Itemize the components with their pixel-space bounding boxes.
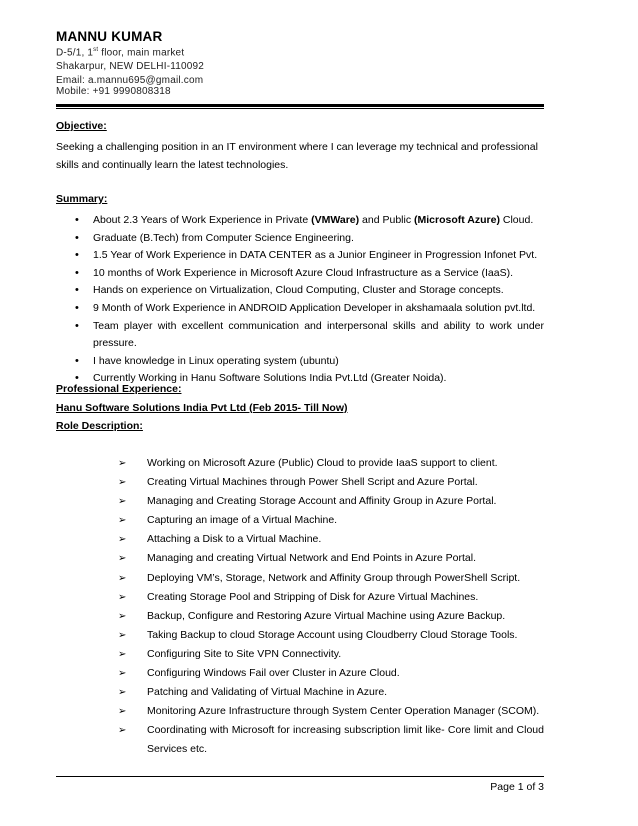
summary-item-text: Cloud. [499, 214, 534, 226]
arrow-bullet-icon: ➢ [118, 725, 127, 737]
header-divider-thick [56, 104, 544, 107]
role-item [118, 511, 544, 530]
summary-item-text: Team player with excellent communication and interpersonal skills and ability to work under pressure. [93, 319, 544, 350]
summary-item-text: About 2.3 Years of Work Experience in Private [93, 214, 312, 226]
summary-item-bold: (Microsoft Azure) [414, 214, 500, 226]
role-item-text: Managing and Creating Storage Account and Affinity Group in Azure Portal. [147, 495, 497, 508]
summary-heading: Summary: [56, 193, 108, 205]
candidate-name: MANNU KUMAR [56, 29, 163, 44]
summary-item [56, 212, 544, 230]
bullet-icon: • [75, 354, 79, 367]
role-item-text: Coordinating with Microsoft for increasing subscription limit like- Core limit and Cloud Services etc. [147, 724, 544, 756]
summary-item [56, 282, 544, 300]
header-divider-thin [56, 108, 544, 109]
role-item [118, 569, 544, 588]
role-item-text: Patching and Validating of Virtual Machine in Azure. [147, 686, 388, 699]
mobile-line: Mobile: +91 9990808318 [56, 86, 171, 97]
role-item-text: Capturing an image of a Virtual Machine. [147, 514, 338, 527]
arrow-bullet-icon: ➢ [118, 496, 127, 508]
bullet-icon: • [75, 284, 79, 297]
role-item-text: Creating Storage Pool and Stripping of Disk for Azure Virtual Machines. [147, 590, 479, 603]
summary-item-text: Graduate (B.Tech) from Computer Science Engineering. [93, 231, 354, 244]
arrow-bullet-icon: ➢ [118, 534, 127, 546]
address-line [56, 47, 184, 58]
summary-item [56, 300, 544, 318]
arrow-bullet-icon: ➢ [118, 458, 127, 469]
city-line: Shakarpur, NEW DELHI-110092 [56, 61, 205, 72]
summary-item [56, 230, 544, 248]
role-item-text: Deploying VM’s, Storage, Network and Affinity Group through PowerShell Script. [147, 571, 521, 584]
footer-divider [56, 776, 544, 777]
role-item [118, 702, 544, 721]
objective-heading: Objective: [56, 120, 107, 132]
summary-item [56, 265, 544, 283]
role-item [118, 664, 544, 683]
bullet-icon: • [75, 214, 79, 226]
page-number: Page 1 of 3 [490, 781, 544, 793]
company-heading: Hanu Software Solutions India Pvt Ltd (Feb 2015- Till Now) [56, 402, 348, 414]
arrow-bullet-icon: ➢ [118, 648, 127, 660]
arrow-bullet-icon: ➢ [118, 477, 127, 489]
bullet-icon: • [75, 301, 79, 314]
summary-item-text: Hands on experience on Virtualization, Cloud Computing, Cluster and Storage concepts. [93, 284, 504, 297]
arrow-bullet-icon: ➢ [118, 553, 127, 565]
summary-list [56, 212, 544, 388]
role-item [118, 683, 544, 702]
summary-item-text: 1.5 Year of Work Experience in DATA CENTER as a Junior Engineer in Progression Infonet Pvt. [93, 249, 538, 262]
arrow-bullet-icon: ➢ [118, 591, 127, 603]
bullet-icon: • [75, 266, 79, 279]
role-item [118, 473, 544, 492]
summary-item-text: I have knowledge in Linux operating system (ubuntu) [93, 354, 339, 367]
summary-item [56, 318, 544, 353]
arrow-bullet-icon: ➢ [118, 629, 127, 641]
role-item [118, 626, 544, 645]
arrow-bullet-icon: ➢ [118, 706, 127, 718]
bullet-icon: • [75, 372, 79, 385]
arrow-bullet-icon: ➢ [118, 610, 127, 622]
arrow-bullet-icon: ➢ [118, 687, 127, 699]
role-item-text: Configuring Windows Fail over Cluster in Azure Cloud. [147, 667, 400, 680]
summary-item [56, 353, 544, 371]
summary-item-bold: (VMWare) [311, 214, 360, 226]
summary-item-text: 9 Month of Work Experience in ANDROID Application Developer in akshamaala solution pvt.ltd. [93, 301, 536, 314]
arrow-bullet-icon: ➢ [118, 668, 127, 680]
address-superscript: st [93, 47, 99, 53]
role-item [118, 492, 544, 511]
role-item-text: Configuring Site to Site VPN Connectivity. [147, 647, 342, 660]
summary-item-text: 10 months of Work Experience in Microsoft Azure Cloud Infrastructure as a Service (IaaS). [93, 266, 513, 279]
address-prefix: D-5/1, 1 [56, 47, 94, 59]
summary-item [56, 247, 544, 265]
role-item-text: Attaching a Disk to a Virtual Machine. [147, 533, 322, 546]
email-line: Email: a.mannu695@gmail.com [56, 75, 204, 86]
arrow-bullet-icon: ➢ [118, 572, 127, 584]
role-list [118, 454, 544, 760]
role-item [118, 588, 544, 607]
objective-line-1: Seeking a challenging position in an IT environment where I can leverage my technical and professional [56, 141, 538, 153]
role-item [118, 549, 544, 568]
bullet-icon: • [75, 249, 79, 262]
role-item-text: Managing and creating Virtual Network and End Points in Azure Portal. [147, 552, 476, 565]
role-item [118, 645, 544, 664]
role-item-text: Creating Virtual Machines through Power Shell Script and Azure Portal. [147, 476, 478, 489]
role-item [118, 607, 544, 626]
role-item-text: Monitoring Azure Infrastructure through System Center Operation Manager (SCOM). [147, 705, 540, 718]
role-item-text: Backup, Configure and Restoring Azure Virtual Machine using Azure Backup. [147, 609, 506, 622]
bullet-icon: • [75, 319, 79, 332]
bullet-icon: • [75, 231, 79, 244]
role-item [118, 721, 544, 759]
address-suffix: floor, main market [98, 47, 185, 59]
objective-line-2: skills and continually learn the latest technologies. [56, 159, 289, 171]
role-item [118, 454, 544, 473]
summary-item-text: and Public [359, 214, 415, 226]
experience-heading: Professional Experience: [56, 383, 182, 395]
role-item [118, 530, 544, 549]
summary-item-text: Currently Working in Hanu Software Solutions India Pvt.Ltd (Greater Noida). [93, 372, 447, 385]
role-item-text: Taking Backup to cloud Storage Account using Cloudberry Cloud Storage Tools. [147, 628, 518, 641]
role-description-heading: Role Description: [56, 420, 143, 432]
role-item-text: Working on Microsoft Azure (Public) Cloud to provide IaaS support to client. [147, 457, 498, 469]
arrow-bullet-icon: ➢ [118, 515, 127, 527]
